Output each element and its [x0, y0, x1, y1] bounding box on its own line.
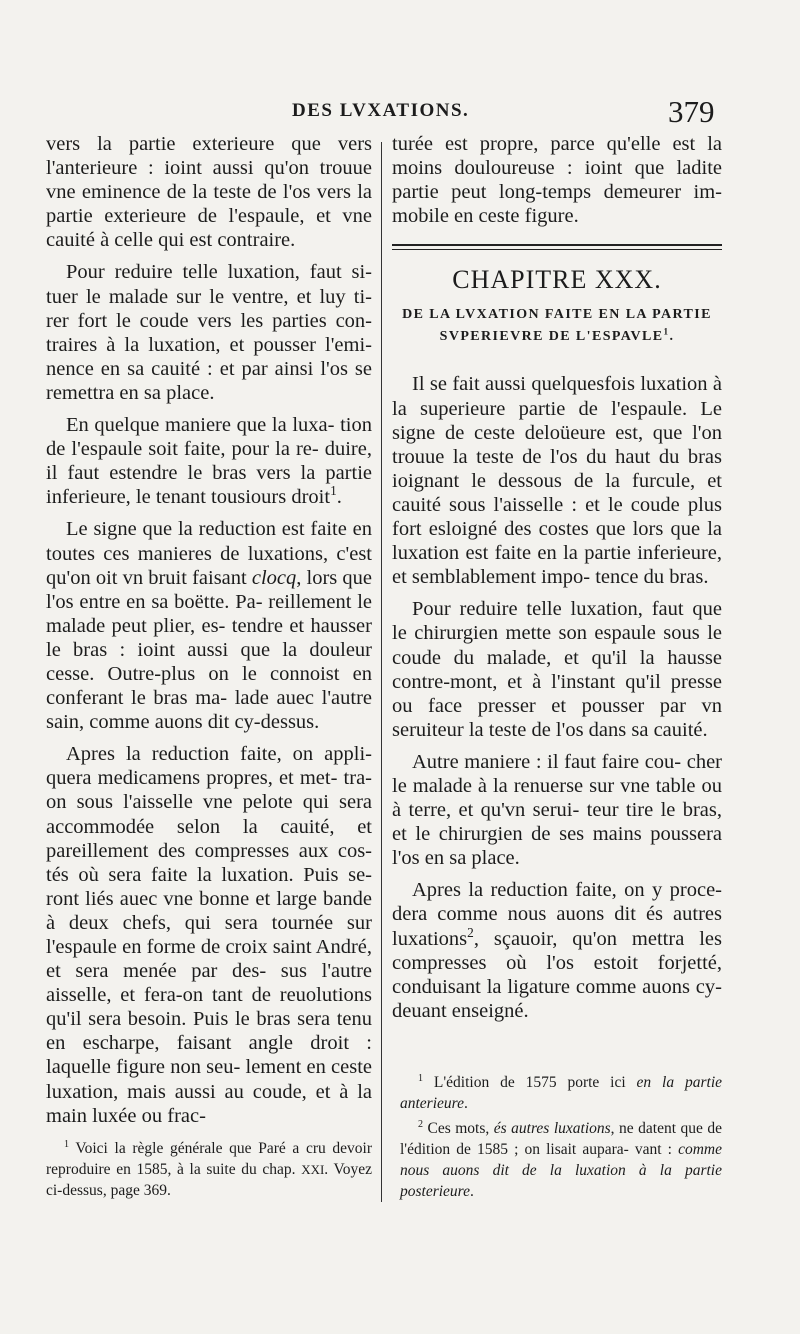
- left-footnote-text-start: Voici la règle générale que Paré a cru devoir reproduire en 1585, à la suite du chap.: [46, 1140, 372, 1178]
- right-footnote-2-start: Ces mots,: [423, 1120, 494, 1137]
- left-paragraph-4-end: , lors que l'os entre en sa boëtte. Pa- reillement le malade peut plier, es- tendre et hausser le bras : ioint aussi que la douleur cesse. Outre-plus on le connoist en conferant le bras ma- lade auec l'autre sain, comme auons dit cy-dessus.: [46, 566, 372, 734]
- left-paragraph-5: Apres la reduction faite, on appli- quera medicamens propres, et met- tra-on sous l'aisselle vne pelote qui sera accommodée selon la cauité, et pareillement des compresses aux cos- tés où sera faite la luxation. Puis se- ront liés auec vne bonne et large bande à deux chefs, qui sera tournée sur l'espaule en forme de croix saint André, et sera menée par des- sus l'autre aisselle, et fera-on tant de reuolutions qu'il sera besoin. Puis le bras sera tenu en escharpe, faisant angle droit : laquelle figure non seu- lement en ceste luxation, mais aussi au coude, et à la main luxée ou frac-: [46, 743, 372, 1127]
- chapter-title: CHAPITRE XXX.: [452, 265, 662, 295]
- chapter-rule: [392, 244, 722, 250]
- left-paragraph-3-text: En quelque maniere que la luxa- tion de l'espaule soit faite, pour la re- duire, il faut estendre le bras vers la partie inferieure, le tenant tousiours droit: [46, 414, 372, 509]
- running-head: DES LVXATIONS.: [292, 100, 470, 121]
- left-paragraph-3-end: .: [336, 486, 342, 509]
- right-footnote-1: [400, 1072, 722, 1114]
- left-paragraph-2: Pour reduire telle luxation, faut si- tuer le malade sur le ventre, et luy ti- rer fort le coude vers les parties con- traires à la luxation, et pousser l'emi- nence en sa cauité : et par ainsi l'os se remettra en sa place.: [46, 261, 372, 404]
- left-footnote-1: [46, 1138, 372, 1201]
- italic-word-clocq: clocq: [251, 566, 297, 589]
- footnote-ref-2[interactable]: 2: [467, 924, 474, 940]
- left-paragraph-3: [46, 413, 372, 509]
- right-column: [392, 132, 722, 1023]
- chapter-subtitle: [392, 304, 722, 348]
- right-footnote-2-end: .: [470, 1183, 474, 1200]
- right-footnote-2-italic-2: comme nous auons dit de la luxation à la partie posterieure: [400, 1141, 722, 1200]
- right-paragraph-5: [392, 878, 722, 1023]
- chapter-subtitle-line-1: DE LA LVXATION FAITE EN LA PARTIE: [402, 307, 712, 323]
- footnote-marker-1: 1: [418, 1072, 424, 1084]
- right-paragraph-3: Pour reduire telle luxation, faut que le chirurgien mette son espaule sous le coude du malade, et qu'il la hausse contre-mont, et à l'instant qu'il presse ou face presser et pousser par vn seruiteur la teste de l'os dans sa cauité.: [392, 598, 722, 741]
- left-column: [46, 132, 372, 1128]
- right-footnote-2: [400, 1118, 722, 1202]
- left-footnotes: [46, 1138, 372, 1201]
- footnote-marker-2: 2: [418, 1118, 424, 1130]
- chapter-subtitle-line-2: SVPERIEVRE DE L'ESPAVLE: [439, 329, 664, 345]
- right-paragraph-2: Il se fait aussi quelquesfois luxation à la superieure partie de l'espaule. Le signe de ceste deloüeure est, que l'on trouue la teste de l'os du haut du bras ioignant le dessous de la furcule, et cauité sous l'aisselle : et le coude plus fort esloigné des costes que lors que la luxation est faite en la partie inferieure, et semblablement impo- tence du bras.: [392, 373, 722, 589]
- right-paragraph-5-end: , sçauoir, qu'on mettra les compresses où l'os estoit forjetté, conduisant la ligature comme auons cy-deuant enseigné.: [392, 927, 722, 1022]
- right-footnote-1-start: L'édition de 1575 porte ici: [423, 1074, 637, 1091]
- chapter-subtitle-end: .: [669, 329, 675, 345]
- footnote-ref-chapter[interactable]: 1: [663, 326, 670, 337]
- right-footnote-1-italic: en la partie anterieure: [400, 1074, 722, 1112]
- right-paragraph-5-start: Apres la reduction faite, on y proce- dera comme nous auons dit és autres luxations: [392, 879, 722, 950]
- right-footnote-2-mid: , ne datent que de l'édition de 1585 ; on lisait aupara- vant :: [400, 1120, 722, 1158]
- left-paragraph-4-start: Le signe que la reduction est faite en toutes ces manieres de luxations, c'est qu'on oit vn bruit faisant: [46, 518, 372, 589]
- left-footnote-text-end: . Voyez ci-dessus, page 369.: [46, 1161, 372, 1199]
- right-footnotes: [400, 1072, 722, 1202]
- chapter-numeral: XXI: [301, 1162, 325, 1177]
- right-paragraph-4: Autre maniere : il faut faire cou- cher le malade à la renuerse sur vne table ou à terre, et qu'vn serui- teur tire le bras, et le chirurgien de ses mains poussera l'os en sa place.: [392, 750, 722, 870]
- footnote-ref-1[interactable]: 1: [330, 483, 337, 499]
- left-paragraph-4: [46, 517, 372, 734]
- column-divider: [381, 142, 382, 1202]
- right-footnote-1-end: .: [464, 1095, 468, 1112]
- footnote-marker: 1: [64, 1138, 70, 1150]
- page-header: [0, 96, 800, 132]
- right-footnote-2-italic-1: és autres luxations: [493, 1120, 611, 1137]
- page-number: 379: [668, 94, 715, 129]
- right-paragraph-1: turée est propre, parce qu'elle est la moins douloureuse : ioint que ladite partie peut long-temps demeurer im- mobile en ceste figure.: [392, 133, 722, 228]
- left-paragraph-1: vers la partie exterieure que vers l'anterieure : ioint aussi qu'on trouue vne eminence de la teste de l'os vers la partie exterieure de l'espaule, et vne cauité à celle qui est contraire.: [46, 133, 372, 252]
